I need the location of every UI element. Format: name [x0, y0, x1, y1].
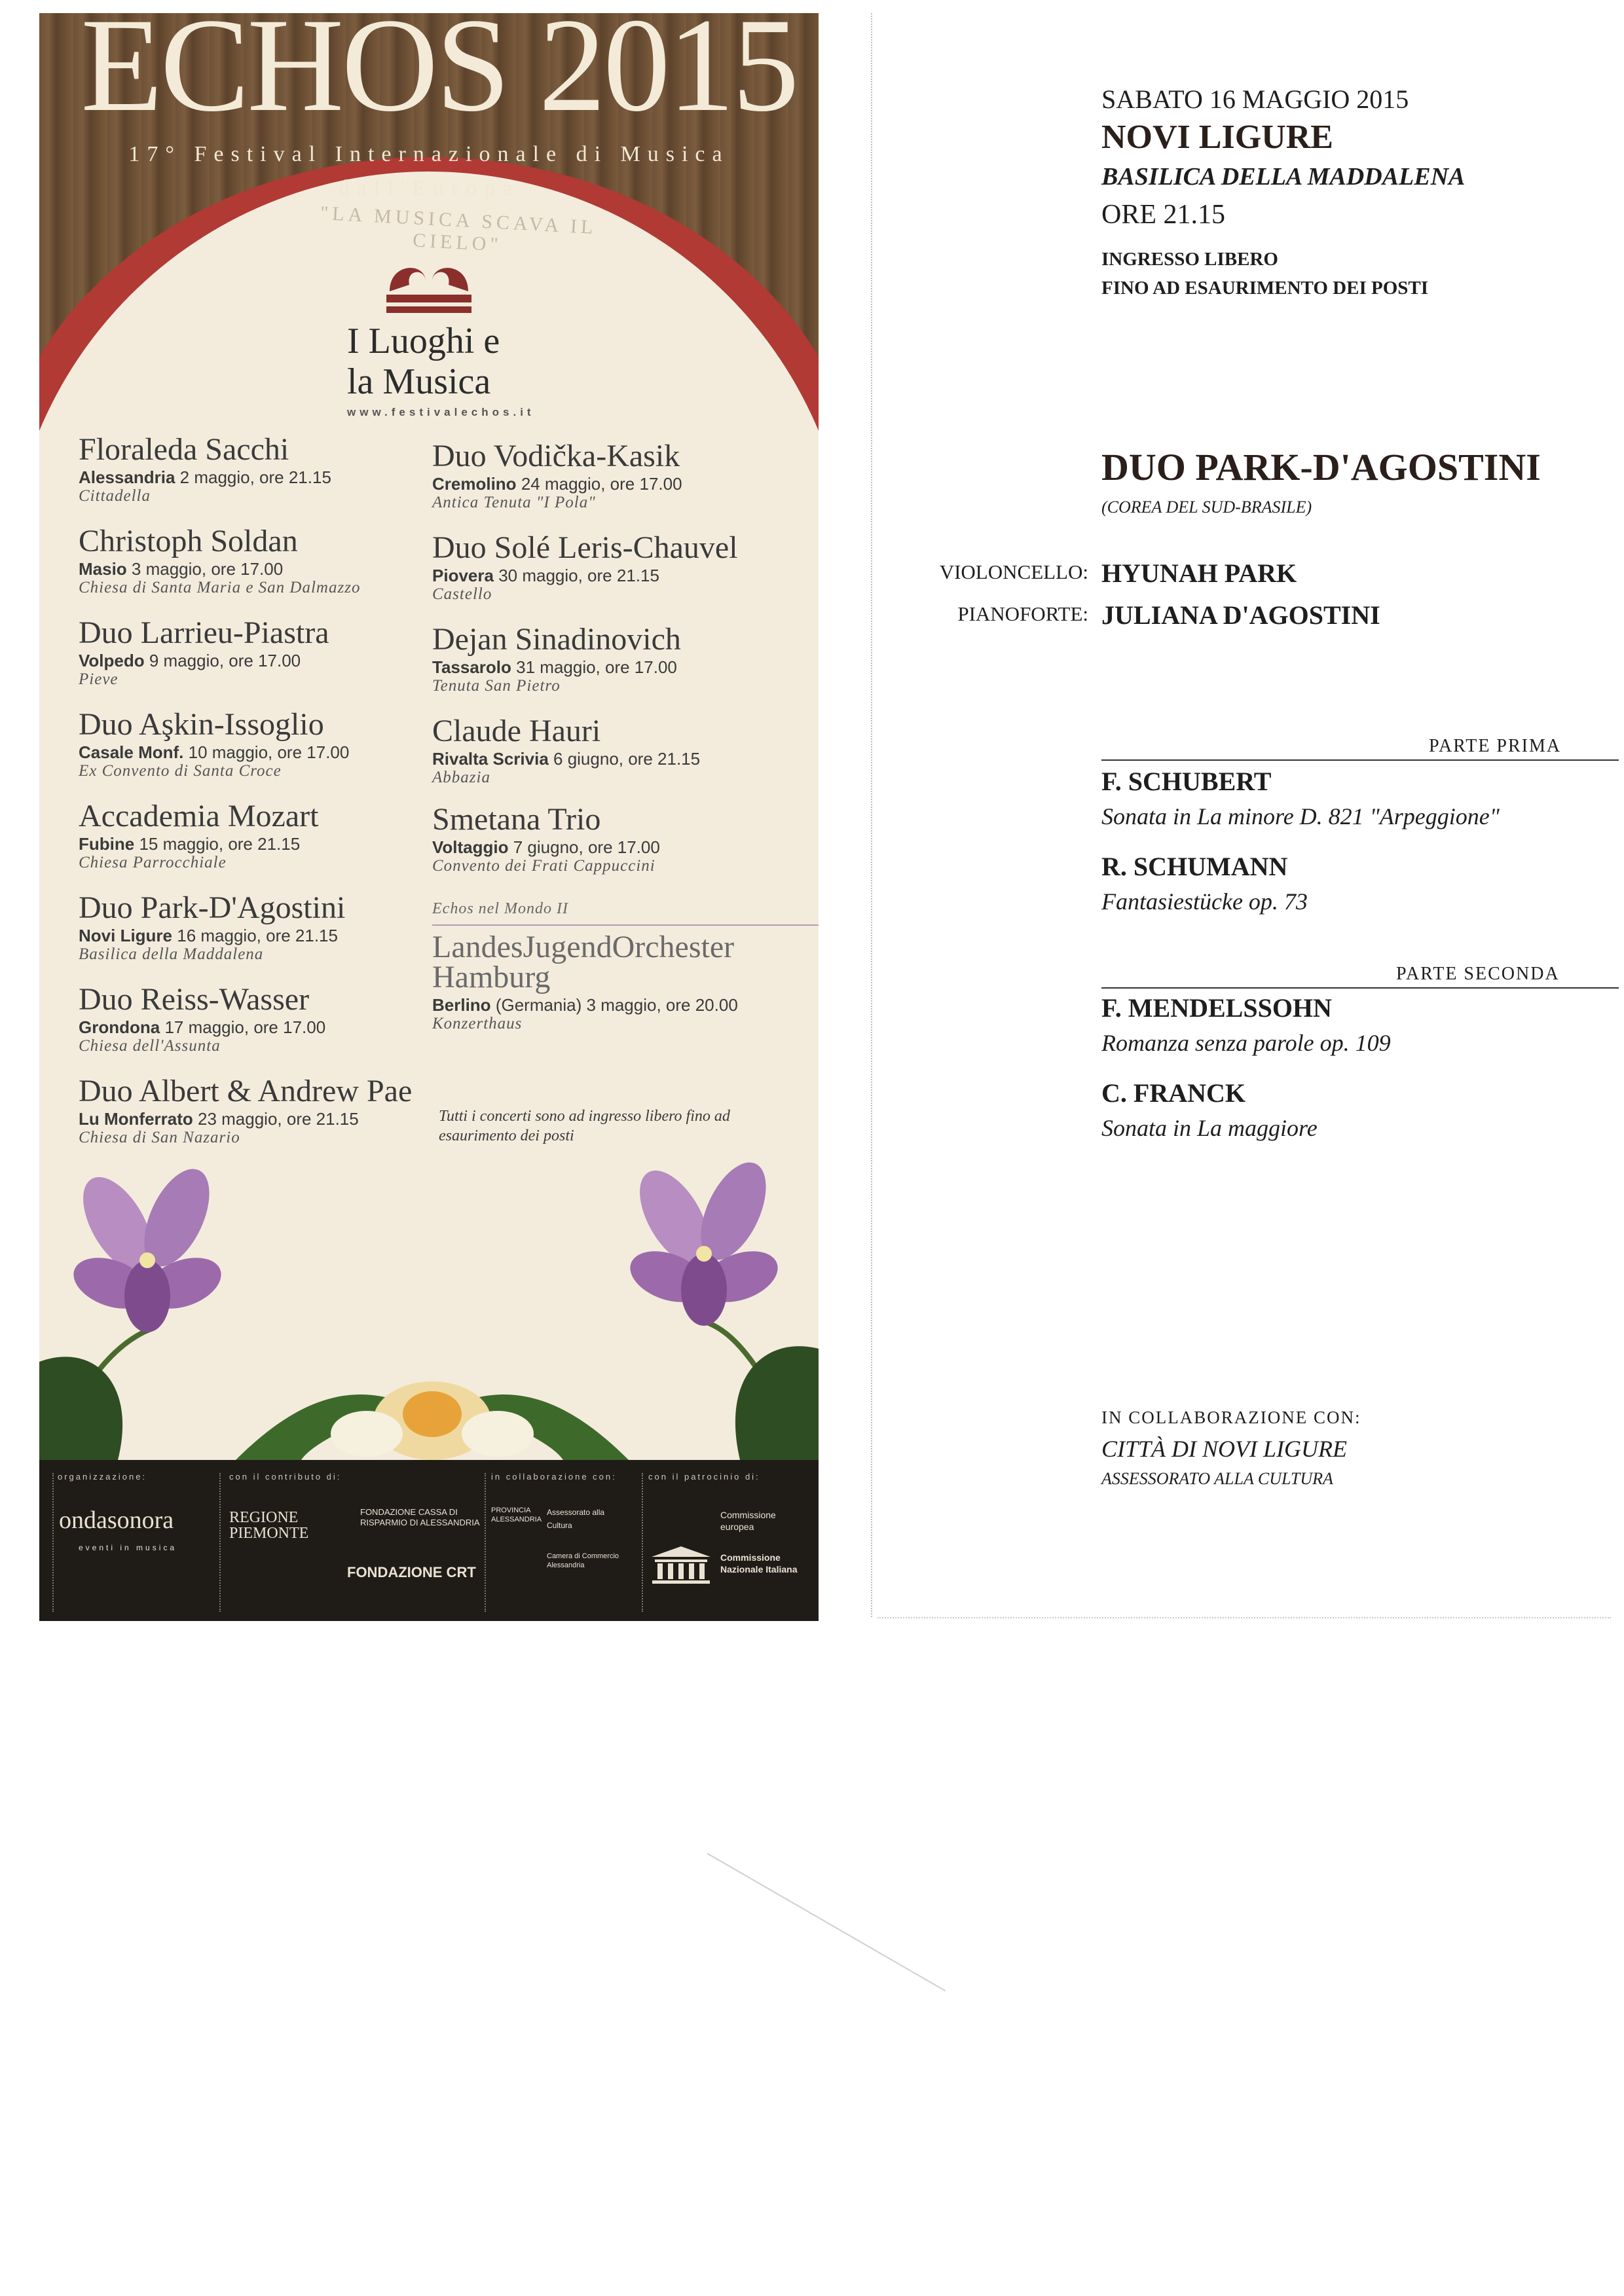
event-city: Fubine — [79, 834, 135, 854]
collaborazione-label: in collaborazione con: — [491, 1472, 617, 1482]
echos-logo-icon — [380, 249, 478, 321]
event-venue: Convento dei Frati Cappuccini — [432, 857, 655, 875]
event-venue: Pieve — [79, 670, 119, 688]
part2-rule — [1101, 987, 1619, 989]
violet-flower-left-icon — [39, 1146, 255, 1460]
event-item — [432, 802, 805, 875]
event-name: Duo Albert & Andrew Pae — [79, 1074, 413, 1108]
performer-name: HYUNAH PARK — [1101, 558, 1297, 588]
event-name: Duo Vodička-Kasik — [432, 439, 680, 473]
festival-poster — [39, 13, 819, 1621]
event-city: Grondona — [79, 1017, 160, 1037]
poster-subtitle: 17° Festival Internazionale di Musica dall'Europa — [128, 142, 729, 200]
event-date: 2 maggio, ore 21.15 — [179, 467, 331, 487]
event-item — [79, 799, 452, 872]
work-title: Romanza senza parole op. 109 — [1101, 1030, 1391, 1056]
event-venue: Castello — [432, 585, 492, 603]
unesco-temple-icon — [648, 1545, 714, 1584]
event-city: Berlino — [432, 995, 491, 1015]
fondazione-crt-logo: FONDAZIONE CRT — [347, 1564, 476, 1580]
concert-time: ORE 21.15 — [1101, 200, 1225, 230]
event-venue: Konzerthaus — [432, 1015, 523, 1032]
sponsor-divider — [219, 1473, 221, 1612]
event-item — [79, 432, 452, 505]
event-city: Alessandria — [79, 467, 175, 487]
event-venue: Chiesa dell'Assunta — [79, 1037, 221, 1055]
work-title: Fantasiestücke op. 73 — [1101, 888, 1308, 915]
poster-motto: "LA MUSICA SCAVA IL CIELO" — [320, 202, 598, 256]
ensemble-name: DUO PARK-D'AGOSTINI — [1101, 446, 1541, 488]
part2-label: PARTE SECONDA — [1396, 964, 1560, 984]
event-item — [79, 982, 452, 1055]
event-name: Smetana Trio — [432, 802, 601, 837]
event-venue: Chiesa di San Nazario — [79, 1129, 240, 1146]
event-date: 23 maggio, ore 21.15 — [198, 1109, 359, 1129]
event-date: 30 maggio, ore 21.15 — [498, 566, 659, 585]
event-city: Lu Monferrato — [79, 1109, 193, 1129]
event-city: Piovera — [432, 566, 494, 585]
event-date: 9 maggio, ore 17.00 — [149, 651, 301, 670]
unesco-logo: Commissione Nazionale Italiana — [720, 1552, 798, 1575]
event-date: 3 maggio, ore 17.00 — [131, 559, 284, 579]
event-name: Claude Hauri — [432, 714, 601, 748]
event-city: Rivalta Scrivia — [432, 749, 549, 769]
event-item — [79, 707, 452, 780]
event-date: 7 giugno, ore 17.00 — [513, 837, 660, 857]
event-venue: Abbazia — [432, 769, 490, 786]
ensemble-origin: (COREA DEL SUD-BRASILE) — [1101, 498, 1312, 517]
event-date: 17 maggio, ore 17.00 — [164, 1017, 326, 1037]
sponsor-divider — [485, 1473, 486, 1612]
event-item — [79, 890, 452, 964]
event-date: 10 maggio, ore 17.00 — [188, 742, 350, 762]
series-title — [347, 321, 563, 402]
event-item — [79, 524, 452, 597]
event-name: Christoph Soldan — [79, 524, 298, 558]
sponsor-divider — [52, 1473, 54, 1612]
sponsor-divider — [642, 1473, 643, 1612]
event-name: Duo Solé Leris-Chauvel — [432, 530, 738, 565]
event-name: Duo Park-D'Agostini — [79, 890, 346, 925]
event-item — [432, 530, 805, 604]
organizzazione-label: organizzazione: — [58, 1472, 147, 1482]
event-item — [432, 622, 805, 695]
event-date: 24 maggio, ore 17.00 — [521, 474, 682, 494]
event-date: 6 giugno, ore 21.15 — [553, 749, 701, 769]
event-venue: Chiesa Parrocchiale — [79, 854, 227, 871]
fondazione-cr-logo: FONDAZIONE CASSA DI RISPARMIO DI ALESSANDRIA — [360, 1507, 480, 1527]
mondo-divider — [432, 924, 819, 926]
event-date: 15 maggio, ore 21.15 — [139, 834, 301, 854]
event-city: Masio — [79, 559, 127, 579]
event-item — [432, 439, 805, 512]
poster-website: www.festivalechos.it — [347, 406, 535, 418]
event-venue: Antica Tenuta "I Pola" — [432, 494, 596, 511]
entry-line1: INGRESSO LIBERO — [1101, 249, 1278, 270]
event-date: 16 maggio, ore 21.15 — [177, 926, 338, 945]
poster-title: ECHOS 2015 — [81, 13, 797, 139]
composer: R. SCHUMANN — [1101, 852, 1288, 881]
event-city: Volpedo — [79, 651, 145, 670]
event-name: Floraleda Sacchi — [79, 432, 289, 467]
sponsor-bar — [39, 1460, 819, 1621]
event-city: Tassarolo — [432, 657, 511, 677]
performer-name: JULIANA D'AGOSTINI — [1101, 600, 1380, 630]
performer-instrument: PIANOFORTE: — [957, 602, 1088, 625]
event-venue: Cittadella — [79, 487, 151, 505]
regione-piemonte-logo: REGIONE PIEMONTE — [229, 1509, 309, 1542]
performer-instrument: VIOLONCELLO: — [939, 560, 1088, 583]
event-name-line1: LandesJugendOrchester — [432, 930, 735, 964]
event-venue: Tenuta San Pietro — [432, 677, 561, 695]
event-venue: Chiesa di Santa Maria e San Dalmazzo — [79, 579, 361, 596]
collab-label: IN COLLABORAZIONE CON: — [1101, 1408, 1361, 1427]
ondasonora-logo: ondasonora — [59, 1506, 174, 1534]
event-item — [432, 714, 805, 787]
work-title: Sonata in La maggiore — [1101, 1115, 1318, 1141]
part1-rule — [1101, 759, 1619, 761]
ondasonora-tagline: eventi in musica — [79, 1543, 177, 1552]
event-city: Voltaggio — [432, 837, 509, 857]
scan-smudge — [707, 1853, 946, 1992]
concert-date: SABATO 16 MAGGIO 2015 — [1101, 84, 1409, 114]
event-item — [79, 1074, 452, 1147]
event-name-line2: Hamburg — [432, 960, 551, 994]
assessorato-logo: Assessorato alla Cultura — [547, 1508, 605, 1530]
camera-commercio-logo: Camera di Commercio Alessandria — [547, 1552, 619, 1569]
event-date: (Germania) 3 maggio, ore 20.00 — [495, 995, 738, 1015]
collab-city: CITTÀ DI NOVI LIGURE — [1101, 1436, 1347, 1462]
event-venue: Ex Convento di Santa Croce — [79, 762, 282, 780]
series-title-line1: I Luoghi e — [347, 321, 500, 361]
page-fold-line — [877, 1617, 1611, 1620]
contributo-label: con il contributo di: — [229, 1472, 342, 1482]
event-name: Duo Reiss-Wasser — [79, 982, 310, 1017]
composer: C. FRANCK — [1101, 1078, 1246, 1108]
event-name: Dejan Sinadinovich — [432, 622, 681, 657]
series-title-line2: la Musica — [347, 361, 491, 402]
mondo-heading: Echos nel Mondo II — [432, 900, 568, 917]
composer: F. MENDELSSOHN — [1101, 993, 1332, 1023]
entry-line2: FINO AD ESAURIMENTO DEI POSTI — [1101, 278, 1429, 299]
part1-label: PARTE PRIMA — [1429, 736, 1562, 756]
concert-venue: BASILICA DELLA MADDALENA — [1101, 163, 1466, 191]
leaves-bouquet-icon — [236, 1329, 629, 1460]
patrocinio-label: con il patrocinio di: — [648, 1472, 760, 1482]
concert-program — [871, 13, 1619, 1617]
mondo-event — [432, 930, 805, 1033]
event-name: Duo Aşkin-Issoglio — [79, 707, 324, 742]
collab-office: ASSESSORATO ALLA CULTURA — [1101, 1469, 1333, 1488]
concert-city: NOVI LIGURE — [1101, 118, 1333, 156]
event-city: Casale Monf. — [79, 742, 184, 762]
event-item — [79, 615, 452, 689]
event-city: Novi Ligure — [79, 926, 173, 945]
provincia-logo: PROVINCIA ALESSANDRIA — [491, 1506, 542, 1523]
event-venue: Basilica della Maddalena — [79, 945, 264, 963]
event-city: Cremolino — [432, 474, 517, 494]
work-title: Sonata in La minore D. 821 "Arpeggione" — [1101, 803, 1500, 829]
composer: F. SCHUBERT — [1101, 767, 1272, 796]
commissione-europea-logo: Commissione europea — [720, 1510, 776, 1532]
event-date: 31 maggio, ore 17.00 — [516, 657, 677, 677]
free-entry-note: Tutti i concerti sono ad ingresso libero fino ad esaurimento dei posti — [439, 1108, 730, 1144]
event-name: Duo Larrieu-Piastra — [79, 615, 329, 650]
violet-flower-right-icon — [596, 1139, 819, 1460]
event-name: Accademia Mozart — [79, 799, 319, 833]
